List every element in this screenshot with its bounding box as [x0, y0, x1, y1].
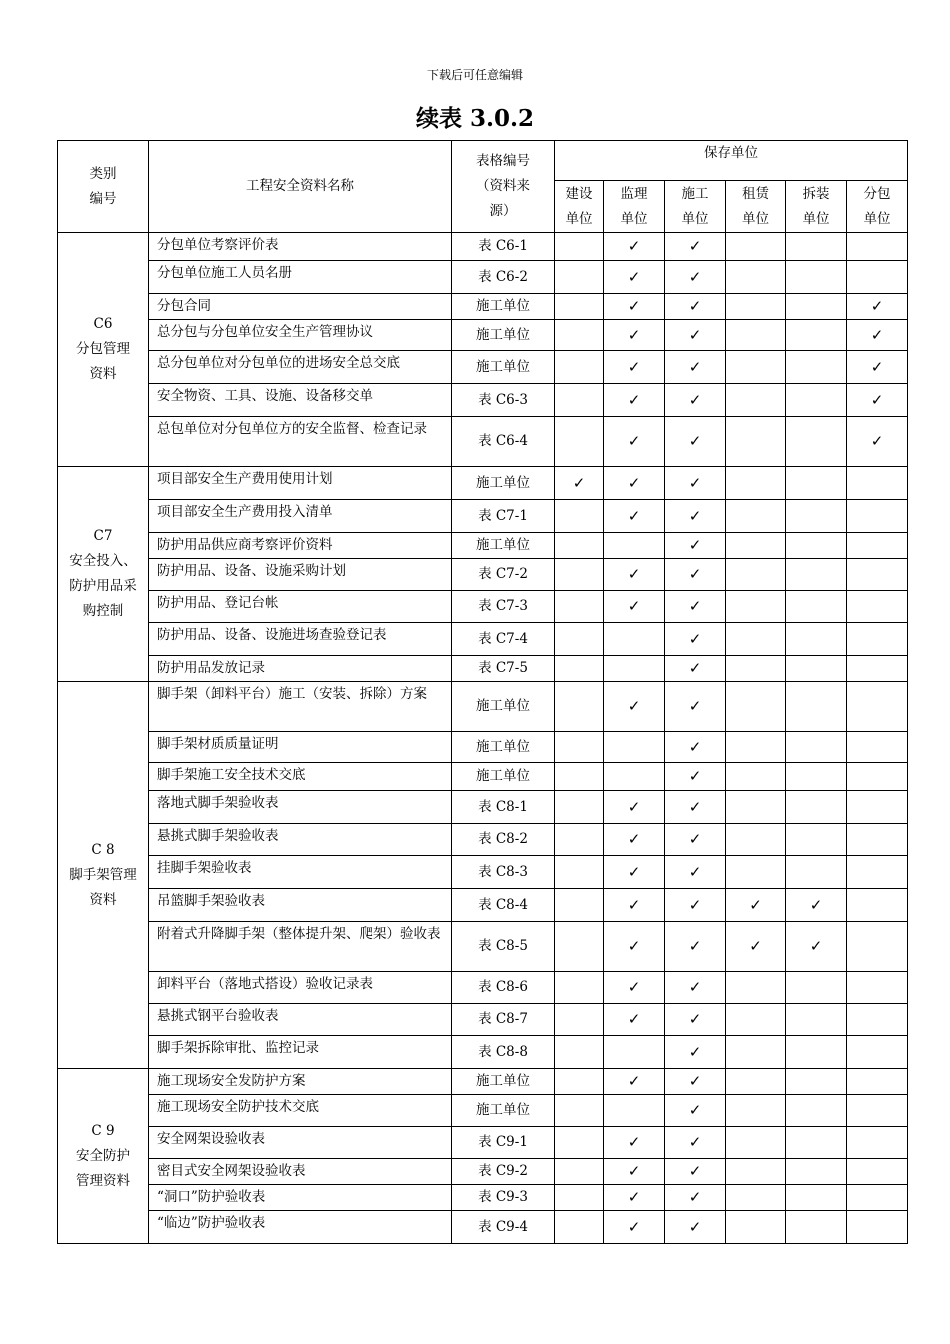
check-mark-icon: ✓	[665, 1069, 726, 1095]
check-mark-icon: ✓	[665, 559, 726, 591]
check-mark-icon: ✓	[665, 294, 726, 320]
empty-cell	[555, 1004, 604, 1036]
record-name: 防护用品供应商考察评价资料	[149, 533, 452, 559]
empty-cell	[847, 623, 908, 656]
empty-cell	[786, 559, 847, 591]
empty-cell	[726, 591, 786, 623]
empty-cell	[847, 1159, 908, 1185]
table-row	[58, 763, 908, 791]
check-mark-icon: ✓	[847, 320, 908, 351]
table-row	[58, 656, 908, 682]
empty-cell	[555, 559, 604, 591]
empty-cell	[786, 591, 847, 623]
check-mark-icon: ✓	[604, 261, 665, 294]
check-mark-icon: ✓	[604, 1159, 665, 1185]
check-mark-icon: ✓	[665, 972, 726, 1004]
check-mark-icon: ✓	[604, 1185, 665, 1211]
check-mark-icon: ✓	[665, 384, 726, 417]
check-mark-icon: ✓	[604, 1069, 665, 1095]
check-mark-icon: ✓	[604, 824, 665, 856]
empty-cell	[786, 1069, 847, 1095]
check-mark-icon: ✓	[665, 1159, 726, 1185]
empty-cell	[847, 1211, 908, 1244]
empty-cell	[726, 791, 786, 824]
check-mark-icon: ✓	[665, 1211, 726, 1244]
empty-cell	[726, 1211, 786, 1244]
empty-cell	[555, 732, 604, 763]
unit-header-contractor: 施工 单位	[665, 181, 726, 233]
form-code: 表 C7-1	[452, 500, 555, 533]
check-mark-icon: ✓	[665, 1004, 726, 1036]
record-name: 防护用品、设备、设施进场查验登记表	[149, 623, 452, 656]
table-row	[58, 320, 908, 351]
table-row	[58, 1211, 908, 1244]
empty-cell	[786, 824, 847, 856]
empty-cell	[555, 922, 604, 972]
check-mark-icon: ✓	[604, 384, 665, 417]
empty-cell	[604, 1036, 665, 1069]
unit-header-subcontract: 分包 单位	[847, 181, 908, 233]
empty-cell	[555, 1211, 604, 1244]
table-row	[58, 261, 908, 294]
record-name: 脚手架材质质量证明	[149, 732, 452, 763]
record-name: 防护用品发放记录	[149, 656, 452, 682]
record-name: 施工现场安全防护技术交底	[149, 1095, 452, 1127]
check-mark-icon: ✓	[604, 922, 665, 972]
empty-cell	[847, 533, 908, 559]
record-name: 脚手架（卸料平台）施工（安装、拆除）方案	[149, 682, 452, 732]
check-mark-icon: ✓	[604, 856, 665, 889]
record-name: 吊篮脚手架验收表	[149, 889, 452, 922]
page-header: 下载后可任意编辑	[426, 68, 523, 82]
empty-cell	[786, 1159, 847, 1185]
form-code: 表 C7-3	[452, 591, 555, 623]
record-name: 脚手架施工安全技术交底	[149, 763, 452, 791]
record-name: 总分包单位对分包单位的进场安全总交底	[149, 351, 452, 384]
record-name: 附着式升降脚手架（整体提升架、爬架）验收表	[149, 922, 452, 972]
empty-cell	[786, 763, 847, 791]
check-mark-icon: ✓	[665, 656, 726, 682]
unit-header-installation: 拆装 单位	[786, 181, 847, 233]
empty-cell	[726, 559, 786, 591]
empty-cell	[786, 656, 847, 682]
form-code: 施工单位	[452, 351, 555, 384]
table-row	[58, 1185, 908, 1211]
table-row	[58, 294, 908, 320]
category-cell: C6 分包管理 资料	[58, 233, 149, 467]
form-code: 表 C8-3	[452, 856, 555, 889]
empty-cell	[555, 1095, 604, 1127]
empty-cell	[847, 1127, 908, 1159]
table-row	[58, 791, 908, 824]
form-code: 表 C8-7	[452, 1004, 555, 1036]
table-row	[58, 732, 908, 763]
page-title: 续表 3.0.2	[415, 105, 535, 132]
empty-cell	[726, 1095, 786, 1127]
form-code: 施工单位	[452, 732, 555, 763]
empty-cell	[786, 261, 847, 294]
empty-cell	[786, 294, 847, 320]
empty-cell	[726, 1127, 786, 1159]
table-row	[58, 824, 908, 856]
form-code: 施工单位	[452, 320, 555, 351]
table-row	[58, 500, 908, 533]
empty-cell	[726, 1036, 786, 1069]
check-mark-icon: ✓	[665, 763, 726, 791]
empty-cell	[786, 500, 847, 533]
table-row	[58, 623, 908, 656]
empty-cell	[555, 791, 604, 824]
empty-cell	[786, 856, 847, 889]
unit-header-leasing: 租赁 单位	[726, 181, 786, 233]
unit-header-construction: 建设 单位	[555, 181, 604, 233]
form-code: 表 C8-2	[452, 824, 555, 856]
empty-cell	[847, 559, 908, 591]
check-mark-icon: ✓	[665, 417, 726, 467]
empty-cell	[726, 467, 786, 500]
empty-cell	[555, 824, 604, 856]
record-name: 总分包与分包单位安全生产管理协议	[149, 320, 452, 351]
record-name: 落地式脚手架验收表	[149, 791, 452, 824]
table-row	[58, 591, 908, 623]
check-mark-icon: ✓	[665, 500, 726, 533]
empty-cell	[786, 533, 847, 559]
check-mark-icon: ✓	[665, 889, 726, 922]
empty-cell	[555, 417, 604, 467]
empty-cell	[726, 533, 786, 559]
empty-cell	[555, 889, 604, 922]
form-code: 表 C8-4	[452, 889, 555, 922]
empty-cell	[604, 623, 665, 656]
category-code-header: 类别 编号	[58, 141, 149, 233]
empty-cell	[786, 1185, 847, 1211]
form-code: 施工单位	[452, 467, 555, 500]
check-mark-icon: ✓	[604, 972, 665, 1004]
empty-cell	[726, 972, 786, 1004]
check-mark-icon: ✓	[847, 351, 908, 384]
empty-cell	[786, 384, 847, 417]
empty-cell	[726, 500, 786, 533]
check-mark-icon: ✓	[604, 294, 665, 320]
empty-cell	[555, 1185, 604, 1211]
check-mark-icon: ✓	[604, 1211, 665, 1244]
record-name: 悬挑式钢平台验收表	[149, 1004, 452, 1036]
empty-cell	[847, 1095, 908, 1127]
check-mark-icon: ✓	[604, 467, 665, 500]
empty-cell	[555, 972, 604, 1004]
form-code: 施工单位	[452, 763, 555, 791]
record-name-header: 工程安全资料名称	[149, 141, 452, 233]
table-row	[58, 351, 908, 384]
record-name: 项目部安全生产费用使用计划	[149, 467, 452, 500]
record-name: 挂脚手架验收表	[149, 856, 452, 889]
table-row	[58, 1004, 908, 1036]
empty-cell	[555, 500, 604, 533]
record-name: 分包单位施工人员名册	[149, 261, 452, 294]
table-row	[58, 1036, 908, 1069]
check-mark-icon: ✓	[665, 533, 726, 559]
check-mark-icon: ✓	[555, 467, 604, 500]
table-row	[58, 856, 908, 889]
empty-cell	[604, 1095, 665, 1127]
form-code: 表 C8-6	[452, 972, 555, 1004]
empty-cell	[847, 922, 908, 972]
empty-cell	[726, 763, 786, 791]
empty-cell	[604, 656, 665, 682]
empty-cell	[726, 320, 786, 351]
safety-records-table	[57, 140, 908, 1244]
form-code: 表 C9-1	[452, 1127, 555, 1159]
record-name: 脚手架拆除审批、监控记录	[149, 1036, 452, 1069]
record-name: 安全网架设验收表	[149, 1127, 452, 1159]
empty-cell	[847, 591, 908, 623]
unit-header-supervision: 监理 单位	[604, 181, 665, 233]
record-name: 安全物资、工具、设施、设备移交单	[149, 384, 452, 417]
check-mark-icon: ✓	[665, 591, 726, 623]
form-code: 表 C7-4	[452, 623, 555, 656]
check-mark-icon: ✓	[604, 591, 665, 623]
empty-cell	[604, 533, 665, 559]
empty-cell	[786, 1127, 847, 1159]
check-mark-icon: ✓	[604, 1004, 665, 1036]
record-name: 项目部安全生产费用投入清单	[149, 500, 452, 533]
empty-cell	[555, 623, 604, 656]
record-name: “洞口”防护验收表	[149, 1185, 452, 1211]
check-mark-icon: ✓	[847, 294, 908, 320]
check-mark-icon: ✓	[665, 623, 726, 656]
form-code: 表 C8-5	[452, 922, 555, 972]
empty-cell	[726, 1185, 786, 1211]
empty-cell	[847, 889, 908, 922]
category-cell: C 9 安全防护 管理资料	[58, 1069, 149, 1244]
form-code: 施工单位	[452, 682, 555, 732]
table-row	[58, 682, 908, 732]
empty-cell	[786, 351, 847, 384]
empty-cell	[786, 233, 847, 261]
category-cell: C7 安全投入、 防护用品采 购控制	[58, 467, 149, 682]
empty-cell	[555, 351, 604, 384]
empty-cell	[726, 732, 786, 763]
form-code: 施工单位	[452, 294, 555, 320]
table-row	[58, 1069, 908, 1095]
empty-cell	[726, 1004, 786, 1036]
check-mark-icon: ✓	[847, 417, 908, 467]
check-mark-icon: ✓	[665, 732, 726, 763]
empty-cell	[786, 1004, 847, 1036]
record-name: 悬挑式脚手架验收表	[149, 824, 452, 856]
record-name: 防护用品、设备、设施采购计划	[149, 559, 452, 591]
form-code: 表 C6-4	[452, 417, 555, 467]
check-mark-icon: ✓	[665, 467, 726, 500]
empty-cell	[786, 417, 847, 467]
check-mark-icon: ✓	[665, 682, 726, 732]
form-code: 施工单位	[452, 1069, 555, 1095]
empty-cell	[786, 1211, 847, 1244]
empty-cell	[847, 732, 908, 763]
empty-cell	[726, 623, 786, 656]
empty-cell	[555, 856, 604, 889]
empty-cell	[847, 1069, 908, 1095]
record-name: 分包合同	[149, 294, 452, 320]
check-mark-icon: ✓	[665, 1036, 726, 1069]
form-code: 表 C6-2	[452, 261, 555, 294]
empty-cell	[847, 261, 908, 294]
check-mark-icon: ✓	[604, 791, 665, 824]
form-code: 表 C9-4	[452, 1211, 555, 1244]
form-code: 施工单位	[452, 533, 555, 559]
table-row	[58, 889, 908, 922]
table-row	[58, 533, 908, 559]
form-code: 表 C8-8	[452, 1036, 555, 1069]
empty-cell	[786, 732, 847, 763]
empty-cell	[786, 467, 847, 500]
empty-cell	[726, 1069, 786, 1095]
empty-cell	[847, 656, 908, 682]
empty-cell	[726, 856, 786, 889]
empty-cell	[726, 294, 786, 320]
form-code: 表 C7-5	[452, 656, 555, 682]
record-name: 卸料平台（落地式搭设）验收记录表	[149, 972, 452, 1004]
table-row	[58, 384, 908, 417]
empty-cell	[604, 763, 665, 791]
check-mark-icon: ✓	[604, 233, 665, 261]
empty-cell	[847, 1185, 908, 1211]
empty-cell	[555, 1036, 604, 1069]
empty-cell	[555, 384, 604, 417]
record-name: “临边”防护验收表	[149, 1211, 452, 1244]
empty-cell	[847, 233, 908, 261]
form-code: 表 C8-1	[452, 791, 555, 824]
empty-cell	[847, 500, 908, 533]
record-name: 总包单位对分包单位方的安全监督、检查记录	[149, 417, 452, 467]
check-mark-icon: ✓	[726, 889, 786, 922]
table-row	[58, 972, 908, 1004]
empty-cell	[847, 791, 908, 824]
table-row	[58, 922, 908, 972]
check-mark-icon: ✓	[665, 856, 726, 889]
table-row	[58, 1095, 908, 1127]
empty-cell	[847, 824, 908, 856]
table-row	[58, 1159, 908, 1185]
check-mark-icon: ✓	[726, 922, 786, 972]
check-mark-icon: ✓	[665, 261, 726, 294]
empty-cell	[786, 972, 847, 1004]
check-mark-icon: ✓	[604, 351, 665, 384]
empty-cell	[555, 763, 604, 791]
empty-cell	[555, 1069, 604, 1095]
category-cell: C 8 脚手架管理 资料	[58, 682, 149, 1069]
table-row	[58, 467, 908, 500]
empty-cell	[555, 533, 604, 559]
check-mark-icon: ✓	[665, 1127, 726, 1159]
record-name: 施工现场安全发防护方案	[149, 1069, 452, 1095]
empty-cell	[786, 682, 847, 732]
check-mark-icon: ✓	[665, 233, 726, 261]
empty-cell	[726, 351, 786, 384]
form-code: 施工单位	[452, 1095, 555, 1127]
form-code: 表 C9-2	[452, 1159, 555, 1185]
empty-cell	[555, 682, 604, 732]
empty-cell	[555, 656, 604, 682]
form-code-header: 表格编号 （资料来 源）	[452, 141, 555, 233]
record-name: 分包单位考察评价表	[149, 233, 452, 261]
table-row	[58, 417, 908, 467]
empty-cell	[555, 294, 604, 320]
check-mark-icon: ✓	[665, 824, 726, 856]
empty-cell	[726, 417, 786, 467]
keeping-units-header: 保存单位	[555, 141, 908, 181]
record-name: 密目式安全网架设验收表	[149, 1159, 452, 1185]
empty-cell	[555, 591, 604, 623]
empty-cell	[847, 1004, 908, 1036]
form-code: 表 C9-3	[452, 1185, 555, 1211]
empty-cell	[726, 656, 786, 682]
form-code: 表 C6-1	[452, 233, 555, 261]
empty-cell	[847, 1036, 908, 1069]
check-mark-icon: ✓	[847, 384, 908, 417]
empty-cell	[555, 320, 604, 351]
check-mark-icon: ✓	[604, 320, 665, 351]
empty-cell	[555, 233, 604, 261]
check-mark-icon: ✓	[604, 559, 665, 591]
check-mark-icon: ✓	[665, 351, 726, 384]
table-row	[58, 233, 908, 261]
check-mark-icon: ✓	[665, 791, 726, 824]
check-mark-icon: ✓	[665, 320, 726, 351]
check-mark-icon: ✓	[604, 417, 665, 467]
empty-cell	[847, 467, 908, 500]
empty-cell	[726, 1159, 786, 1185]
empty-cell	[726, 261, 786, 294]
check-mark-icon: ✓	[604, 889, 665, 922]
check-mark-icon: ✓	[786, 889, 847, 922]
check-mark-icon: ✓	[604, 682, 665, 732]
empty-cell	[847, 972, 908, 1004]
empty-cell	[847, 763, 908, 791]
check-mark-icon: ✓	[665, 922, 726, 972]
empty-cell	[786, 1095, 847, 1127]
check-mark-icon: ✓	[604, 500, 665, 533]
empty-cell	[726, 384, 786, 417]
check-mark-icon: ✓	[786, 922, 847, 972]
empty-cell	[847, 856, 908, 889]
record-name: 防护用品、登记台帐	[149, 591, 452, 623]
empty-cell	[726, 233, 786, 261]
empty-cell	[726, 682, 786, 732]
empty-cell	[604, 732, 665, 763]
empty-cell	[786, 623, 847, 656]
empty-cell	[847, 682, 908, 732]
table-row	[58, 559, 908, 591]
empty-cell	[786, 1036, 847, 1069]
form-code: 表 C7-2	[452, 559, 555, 591]
table-row	[58, 1127, 908, 1159]
check-mark-icon: ✓	[604, 1127, 665, 1159]
empty-cell	[786, 320, 847, 351]
form-code: 表 C6-3	[452, 384, 555, 417]
empty-cell	[726, 824, 786, 856]
empty-cell	[555, 1127, 604, 1159]
empty-cell	[786, 791, 847, 824]
check-mark-icon: ✓	[665, 1185, 726, 1211]
empty-cell	[555, 261, 604, 294]
empty-cell	[555, 1159, 604, 1185]
check-mark-icon: ✓	[665, 1095, 726, 1127]
